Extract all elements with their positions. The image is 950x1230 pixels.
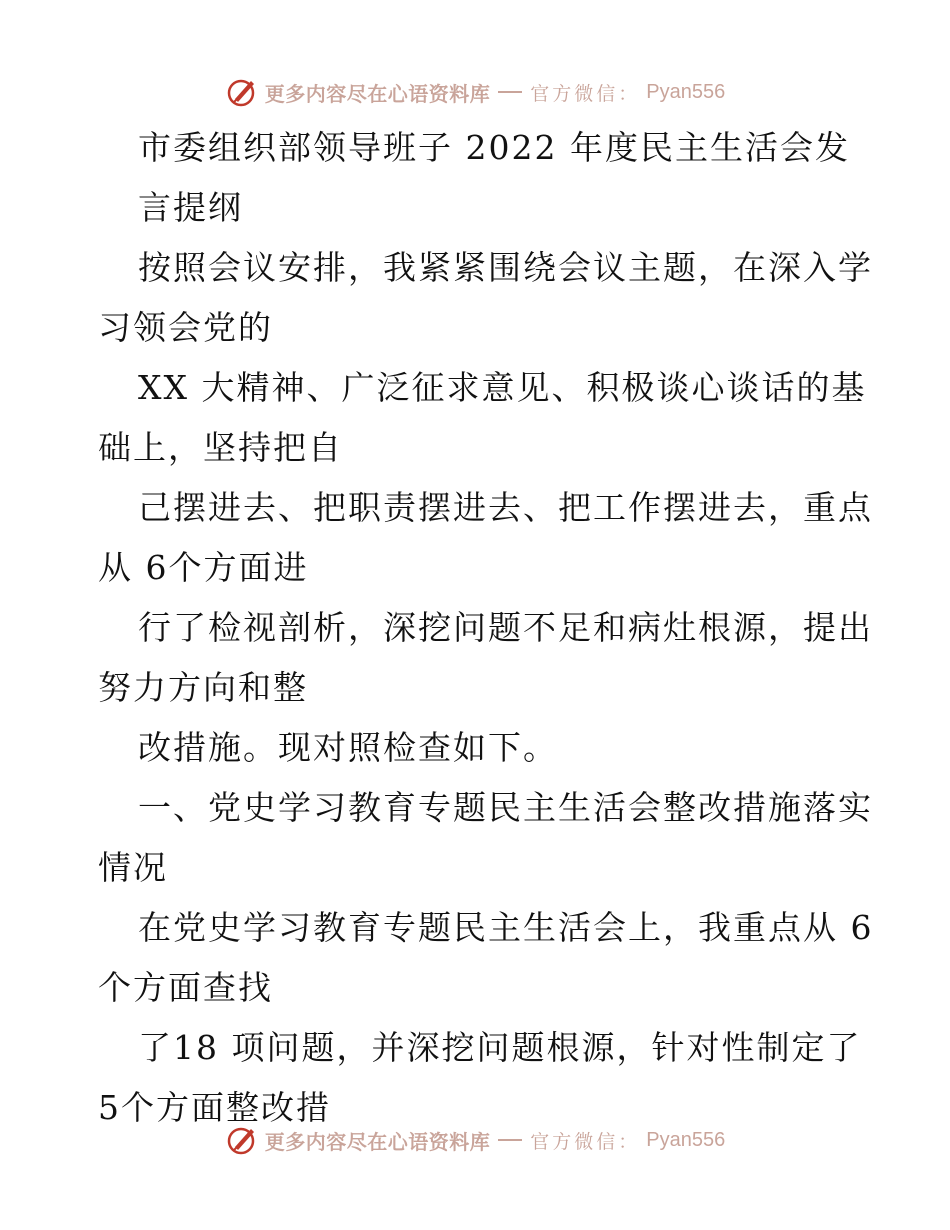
paragraph-line: 5个方面整改措: [98, 1088, 331, 1127]
paragraph-line: 习领会党的: [98, 308, 273, 347]
paragraph-line: 础上，坚持把自: [98, 428, 343, 467]
paragraph-line: 己摆进去、把职责摆进去、把工作摆进去，重点: [138, 488, 873, 527]
quill-logo-icon: [225, 75, 259, 109]
quill-logo-icon: [225, 1123, 259, 1157]
watermark-wechat-id: Pyan556: [646, 80, 726, 103]
paragraph-line: 行了检视剖析，深挖问题不足和病灶根源，提出: [138, 608, 873, 647]
paragraph-line: XX 大精神、广泛征求意见、积极谈心谈话的基: [138, 368, 867, 407]
watermark-separator: [498, 91, 522, 93]
title-line-2: 言提纲: [138, 188, 243, 227]
title-line-1: 市委组织部领导班子 2022 年度民主生活会发: [138, 128, 850, 167]
paragraph-line: 个方面查找: [98, 968, 273, 1007]
paragraph-line: 改措施。现对照检查如下。: [138, 728, 558, 767]
paragraph-line: 了18 项问题，并深挖问题根源，针对性制定了: [138, 1028, 862, 1067]
watermark-brand: 更多内容尽在心语资料库: [264, 1129, 491, 1154]
watermark-wechat-id: Pyan556: [646, 1128, 726, 1151]
paragraph-line: 从 6个方面进: [98, 548, 309, 587]
paragraph-line: 按照会议安排，我紧紧围绕会议主题，在深入学: [138, 248, 873, 287]
watermark-separator: [498, 1139, 522, 1141]
section-heading-line: 一、党史学习教育专题民主生活会整改措施落实: [138, 788, 873, 827]
header-watermark: [0, 72, 950, 112]
paragraph-line: 在党史学习教育专题民主生活会上，我重点从 6: [138, 908, 874, 947]
watermark-brand: 更多内容尽在心语资料库: [264, 81, 491, 106]
watermark-official-label: 官方微信：: [530, 82, 641, 105]
watermark-official-label: 官方微信：: [530, 1130, 641, 1153]
document-body: [98, 118, 874, 1138]
section-heading-line: 情况: [98, 848, 168, 887]
paragraph-line: 努力方向和整: [98, 668, 308, 707]
footer-watermark: [0, 1120, 950, 1160]
